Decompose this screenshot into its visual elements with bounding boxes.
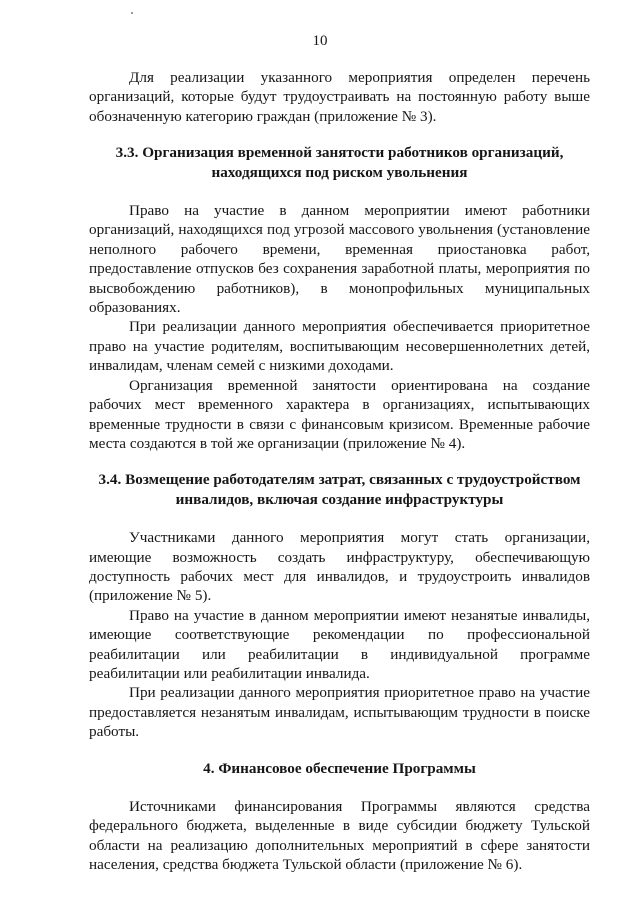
heading-line: 3.4. Возмещение работодателям затрат, связанных с трудоустройством [98, 471, 581, 489]
document-body [89, 68, 590, 875]
heading-line: 3.3. Организация временной занятости работников организаций, [115, 144, 564, 162]
section-heading-4 [89, 759, 590, 778]
paragraph-unemployed-disabled: Право на участие в данном мероприятии имеют незанятые инвалиды, имеющие соответствующие рекомендации по профессиональной реабилитации или реабилитации в индивидуальной программе реабилитации или реабилитации инвалида. [89, 606, 590, 682]
paragraph-participants-infrastructure: Участниками данного мероприятия могут стать организации, имеющие возможность создать инфраструктуру, обеспечивающую доступность рабочих мест для инвалидов, и трудоустроить инвалидов (приложение № 5). [89, 529, 590, 605]
heading-line: 4. Финансовое обеспечение Программы [203, 759, 476, 777]
heading-line: инвалидов, включая создание инфраструктуры [175, 490, 504, 508]
paragraph-temporary-employment: Организация временной занятости ориентирована на создание рабочих мест временного характера в организациях, испытывающих временные трудности в связи с финансовым кризисом. Временные рабочие места создаются в той же организации (приложение № 4). [89, 376, 590, 452]
heading-line: находящихся под риском увольнения [211, 163, 468, 181]
scan-speck [131, 12, 133, 14]
page-number: 10 [312, 33, 328, 49]
paragraph-funding-sources: Источниками финансирования Программы являются средства федерального бюджета, выделенные в виде субсидии бюджету Тульской области на реализацию дополнительных мероприятий в сфере занятости населения, средства бюджета Тульской области (приложение № 6). [89, 798, 590, 874]
paragraph-priority-disabled: При реализации данного мероприятия приоритетное право на участие предоставляется незанятым инвалидам, испытывающим трудности в поиске работы. [89, 684, 590, 741]
paragraph-priority-right: При реализации данного мероприятия обеспечивается приоритетное право на участие родителям, воспитывающим несовершеннолетних детей, инвалидам, членам семей с низкими доходами. [89, 318, 590, 375]
paragraph-organizations-list: Для реализации указанного мероприятия определен перечень организаций, которые будут трудоустраивать на постоянную работу выше обозначенную категорию граждан (приложение № 3). [89, 69, 590, 125]
section-heading-3-3 [89, 143, 590, 182]
paragraph-participation-right: Право на участие в данном мероприятии имеют работники организаций, находящихся под угрозой массового увольнения (установление неполного рабочего времени, временная приостановка работ, предоставление отпусков без сохранения заработной платы, мероприятия по высвобождению работников), в монопрофильных муниципальных образованиях. [89, 202, 590, 317]
section-heading-3-4 [89, 470, 590, 509]
